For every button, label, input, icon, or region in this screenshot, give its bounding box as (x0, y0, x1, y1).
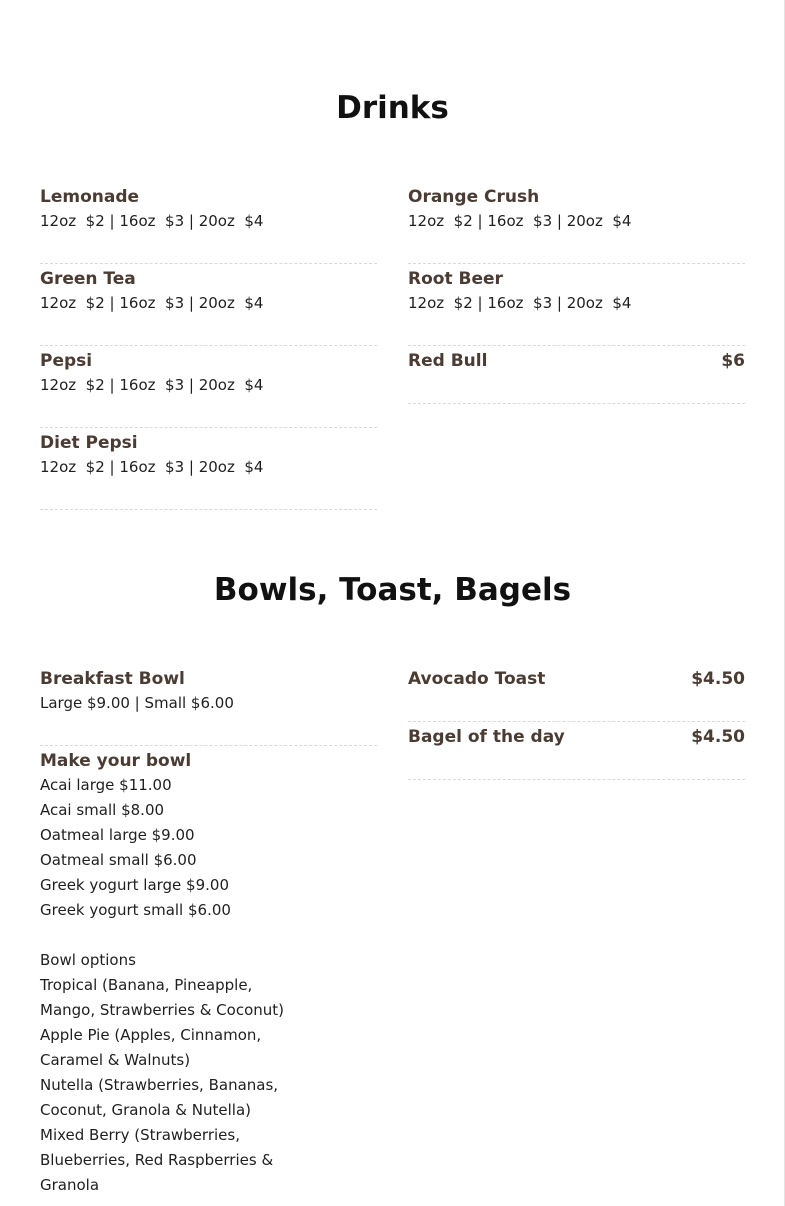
item-sizes: 12oz $2 | 16oz $3 | 20oz $4 (40, 458, 264, 476)
item-name: Diet Pepsi (40, 433, 138, 453)
item-sizes: 12oz $2 | 16oz $3 | 20oz $4 (408, 212, 632, 230)
bowl-detail-line: Blueberries, Red Raspberries & (40, 1151, 274, 1169)
drinks-section-title: Drinks (336, 90, 449, 126)
menu-item-breakfast-bowl (40, 664, 377, 746)
item-name: Make your bowl (40, 751, 192, 771)
item-name: Orange Crush (408, 187, 540, 207)
bowl-detail-line: Nutella (Strawberries, Bananas, (40, 1076, 279, 1094)
menu-item-pepsi (40, 346, 377, 428)
bowls-left-column (40, 664, 377, 1198)
menu-item-red-bull (408, 346, 745, 404)
menu-item-diet-pepsi (40, 428, 377, 510)
drinks-left-column (40, 182, 377, 510)
item-name: Red Bull (408, 351, 488, 371)
item-price: $4.50 (691, 669, 745, 689)
bowl-detail-line: Acai large $11.00 (40, 776, 172, 794)
menu-item-lemonade (40, 182, 377, 264)
bowl-detail-line: Coconut, Granola & Nutella) (40, 1101, 251, 1119)
item-name: Green Tea (40, 269, 136, 289)
bowl-detail-line: Tropical (Banana, Pineapple, (40, 976, 253, 994)
bowl-detail-line: Mixed Berry (Strawberries, (40, 1126, 240, 1144)
bowl-detail-line: Acai small $8.00 (40, 801, 165, 819)
bowls-right-column (408, 664, 745, 780)
bowl-detail-line: Oatmeal small $6.00 (40, 851, 197, 869)
spacer (40, 923, 377, 948)
item-name: Root Beer (408, 269, 503, 289)
item-price: $6 (721, 351, 745, 371)
item-name: Breakfast Bowl (40, 669, 185, 689)
bowl-detail-line: Greek yogurt small $6.00 (40, 901, 231, 919)
bowl-detail-line: Caramel & Walnuts) (40, 1051, 191, 1069)
drinks-right-column (408, 182, 745, 404)
item-name: Lemonade (40, 187, 140, 207)
bowl-detail-line: Mango, Strawberries & Coconut) (40, 1001, 284, 1019)
bowl-details (40, 773, 377, 1198)
item-sizes: 12oz $2 | 16oz $3 | 20oz $4 (40, 376, 264, 394)
item-sizes: 12oz $2 | 16oz $3 | 20oz $4 (40, 212, 264, 230)
bowls-section-title: Bowls, Toast, Bagels (213, 572, 572, 608)
item-sizes: 12oz $2 | 16oz $3 | 20oz $4 (408, 294, 632, 312)
bowl-detail-line: Oatmeal large $9.00 (40, 826, 195, 844)
bowl-detail-line: Apple Pie (Apples, Cinnamon, (40, 1026, 262, 1044)
item-name: Pepsi (40, 351, 93, 371)
item-price: $4.50 (691, 727, 745, 747)
menu-item-root-beer (408, 264, 745, 346)
menu-item-make-your-bowl (40, 746, 377, 1198)
menu-item-bagel-of-the-day (408, 722, 745, 780)
menu-item-green-tea (40, 264, 377, 346)
menu-item-avocado-toast (408, 664, 745, 722)
menu-item-orange-crush (408, 182, 745, 264)
bowl-detail-line: Granola (40, 1176, 100, 1194)
item-sizes: 12oz $2 | 16oz $3 | 20oz $4 (40, 294, 264, 312)
bowl-detail-line: Greek yogurt large $9.00 (40, 876, 229, 894)
bowl-detail-line: Bowl options (40, 951, 136, 969)
item-name: Avocado Toast (408, 669, 546, 689)
item-name: Bagel of the day (408, 727, 565, 747)
item-sizes: Large $9.00 | Small $6.00 (40, 694, 234, 712)
